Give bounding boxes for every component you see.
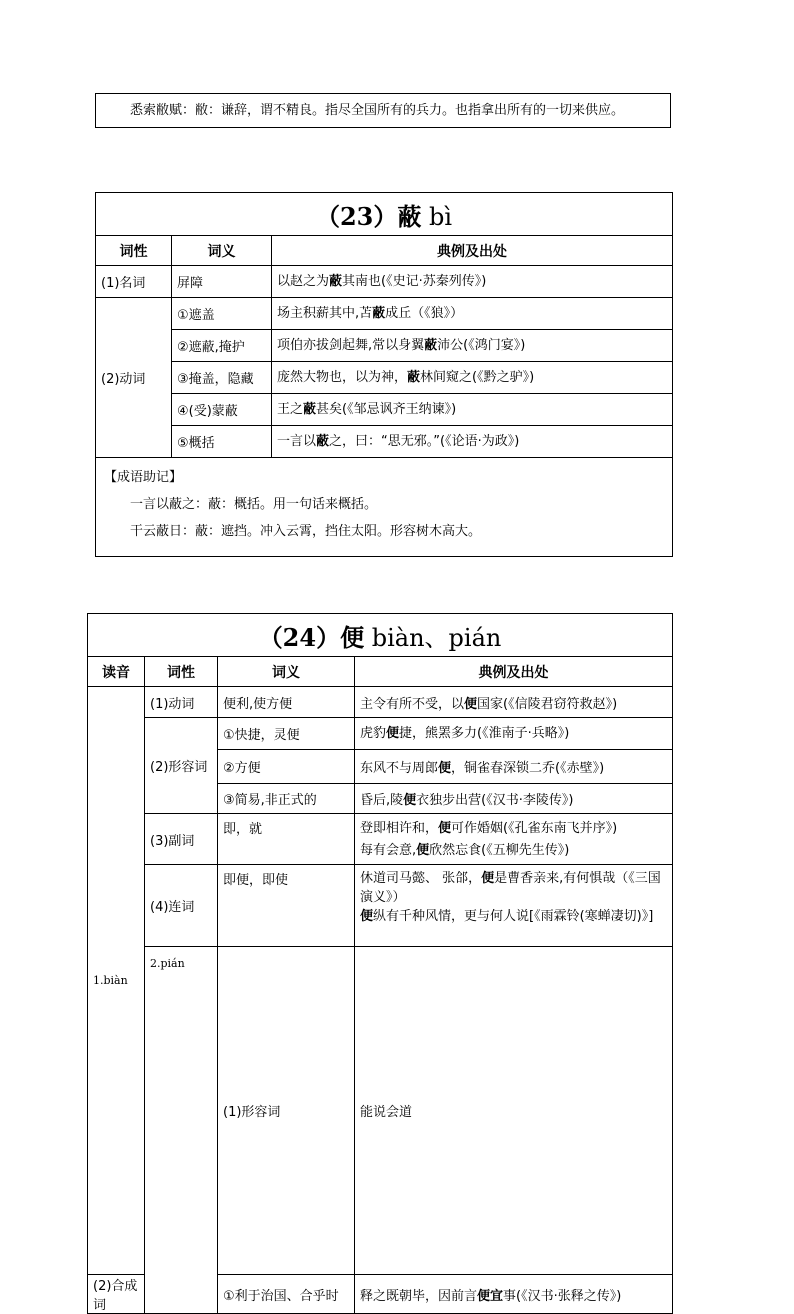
- header-meaning: 词义: [218, 657, 355, 687]
- example-cell: 庞然大物也，以为神，蔽林间窥之(《黔之驴》): [272, 362, 673, 394]
- example-cell: 释之既朝毕，因前言便宜事(《汉书·张释之传》): [355, 1275, 673, 1314]
- example-cell: 昏后,陵便衣独步出营(《汉书·李陵传》): [355, 784, 673, 814]
- example-cell: 登即相许和，便可作婚姻(《孔雀东南飞并序》) 每有会意,便欣然忘食(《五柳先生传》): [355, 814, 673, 865]
- meaning-cell: ③简易,非正式的: [218, 784, 355, 814]
- meaning-cell: 即便，即使: [218, 865, 355, 947]
- idiom-note-line: 一言以蔽之：蔽：概括。用一句话来概括。: [130, 497, 378, 512]
- example-cell: 虎豹便捷，熊罴多力(《淮南子·兵略》): [355, 718, 673, 750]
- pos-cell: (2)形容词: [145, 718, 218, 814]
- idiom-note-title: 【成语助记】: [104, 470, 183, 485]
- meaning-cell: ②方便: [218, 750, 355, 784]
- example-cell: 项伯亦拔剑起舞,常以身翼蔽沛公(《鸿门宴》): [272, 330, 673, 362]
- meaning-cell: ③掩盖，隐藏: [172, 362, 272, 394]
- meaning-cell: 能说会道: [355, 947, 673, 1275]
- reading-cell: 1.biàn: [88, 687, 145, 1275]
- example-cell: 场主积薪其中,苫蔽成丘（《狼》）: [272, 298, 673, 330]
- meaning-cell: ①遮盖: [172, 298, 272, 330]
- meaning-cell: ④(受)蒙蔽: [172, 394, 272, 426]
- top-note-box: [95, 93, 671, 128]
- example-cell: 王之蔽甚矣(《邹忌讽齐王纳谏》): [272, 394, 673, 426]
- meaning-cell: 便利,使方便: [218, 687, 355, 718]
- top-note-text: 悉索敝赋：敝：谦辞，谓不精良。指尽全国所有的兵力。也指拿出所有的一切来供应。: [130, 103, 625, 118]
- pos-cell: (2)合成词: [88, 1275, 145, 1314]
- example-cell: 主令有所不受，以便国家(《信陵君窃符救赵》): [355, 687, 673, 718]
- meaning-cell: ①快捷，灵便: [218, 718, 355, 750]
- meaning-cell: ②遮蔽,掩护: [172, 330, 272, 362]
- meaning-cell: 即，就: [218, 814, 355, 865]
- meaning-cell: 屏障: [172, 266, 272, 298]
- meaning-cell: ⑤概括: [172, 426, 272, 458]
- pos-cell: (3)副词: [145, 814, 218, 865]
- table-23-title: （23）蔽 bì: [96, 193, 673, 236]
- idiom-note: [96, 458, 673, 557]
- pos-cell: (2)动词: [96, 298, 172, 458]
- idiom-note-line: 干云蔽日：蔽：遮挡。冲入云霄，挡住太阳。形容树木高大。: [130, 524, 482, 539]
- example-cell: 一言以蔽之，曰：“思无邪。”(《论语·为政》): [272, 426, 673, 458]
- header-pos: 词性: [145, 657, 218, 687]
- reading-cell: 2.pián: [145, 947, 218, 1314]
- pos-cell: (4)连词: [145, 865, 218, 947]
- pos-cell: (1)名词: [96, 266, 172, 298]
- header-example: 典例及出处: [355, 657, 673, 687]
- header-pos: 词性: [96, 236, 172, 266]
- header-reading: 读音: [88, 657, 145, 687]
- table-23: [95, 192, 673, 557]
- example-cell: 东风不与周郎便，铜雀春深锁二乔(《赤壁》): [355, 750, 673, 784]
- pos-cell: (1)形容词: [218, 947, 355, 1275]
- table-24: [87, 613, 673, 1314]
- meaning-cell: ①利于治国、合乎时: [218, 1275, 355, 1314]
- example-cell: 以赵之为蔽其南也(《史记·苏秦列传》): [272, 266, 673, 298]
- header-meaning: 词义: [172, 236, 272, 266]
- table-24-title: （24）便 biàn、pián: [88, 614, 673, 657]
- header-example: 典例及出处: [272, 236, 673, 266]
- pos-cell: (1)动词: [145, 687, 218, 718]
- example-cell: 休道司马懿、 张郃，便是曹香亲来,有何惧哉（《三国演义》） 便纵有千种风情，更与何人说[《雨霖铃(寒蝉凄切)》]: [355, 865, 673, 947]
